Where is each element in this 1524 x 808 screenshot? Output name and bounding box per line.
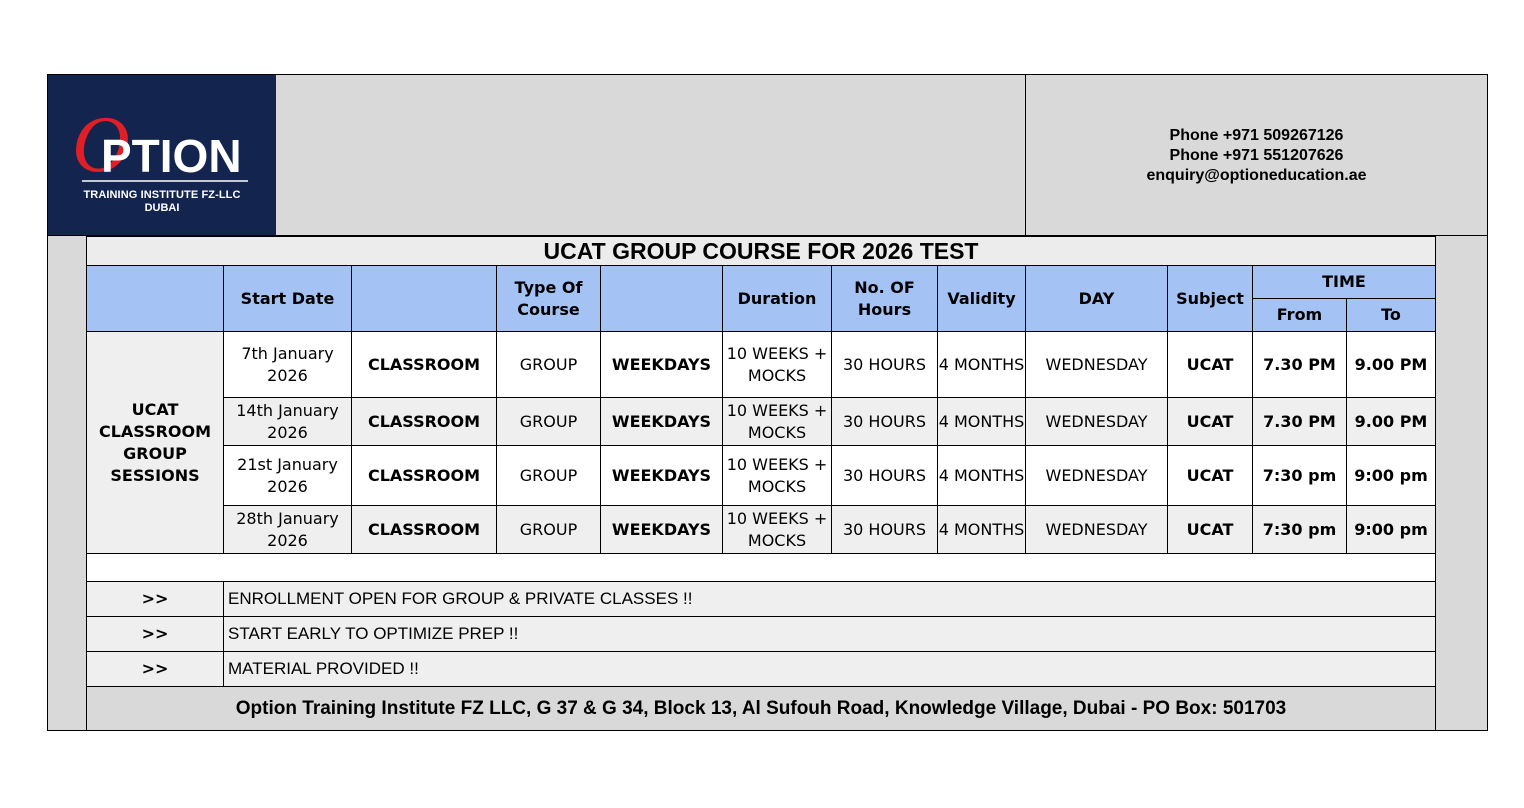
time-from-cell: 7.30 PM	[1253, 398, 1347, 446]
group-label: UCAT CLASSROOM GROUP SESSIONS	[87, 332, 224, 554]
contact-info	[1026, 126, 1487, 186]
header-day: DAY	[1026, 266, 1168, 332]
note-row	[87, 652, 1436, 687]
logo-wordmark: PTION	[101, 130, 242, 182]
title-row	[87, 237, 1436, 266]
subject-cell: UCAT	[1168, 332, 1253, 398]
mode-cell: CLASSROOM	[352, 446, 497, 506]
day-cell: WEDNESDAY	[1026, 446, 1168, 506]
days-cell: WEEKDAYS	[601, 446, 723, 506]
email-link[interactable]: enquiry@optioneducation.ae	[1146, 167, 1367, 184]
course-title: UCAT GROUP COURSE FOR 2026 TEST	[87, 237, 1436, 266]
duration-cell: 10 WEEKS + MOCKS	[723, 398, 832, 446]
table-row	[87, 398, 1436, 446]
logo-letter-o: O	[72, 101, 130, 189]
note-text: START EARLY TO OPTIMIZE PREP !!	[224, 617, 1436, 652]
table-row	[87, 446, 1436, 506]
header-blank-2	[352, 266, 497, 332]
duration-cell: 10 WEEKS + MOCKS	[723, 446, 832, 506]
duration-cell: 10 WEEKS + MOCKS	[723, 332, 832, 398]
spacer-row	[87, 554, 1436, 582]
contact-panel	[1025, 75, 1487, 235]
header-type-of-course: Type Of Course	[497, 266, 601, 332]
type-cell: GROUP	[497, 332, 601, 398]
header-from: From	[1253, 299, 1347, 332]
time-to-cell: 9:00 pm	[1347, 506, 1436, 554]
validity-cell: 4 MONTHS	[938, 446, 1026, 506]
hours-cell: 30 HOURS	[832, 398, 938, 446]
time-from-cell: 7:30 pm	[1253, 506, 1347, 554]
header-validity: Validity	[938, 266, 1026, 332]
duration-cell: 10 WEEKS + MOCKS	[723, 506, 832, 554]
note-marker: >>	[87, 652, 224, 687]
start-date-cell: 21st January 2026	[224, 446, 352, 506]
footer-row	[87, 687, 1436, 731]
days-cell: WEEKDAYS	[601, 398, 723, 446]
subject-cell: UCAT	[1168, 398, 1253, 446]
validity-cell: 4 MONTHS	[938, 506, 1026, 554]
days-cell: WEEKDAYS	[601, 506, 723, 554]
header-time: TIME	[1253, 266, 1436, 299]
type-cell: GROUP	[497, 446, 601, 506]
validity-cell: 4 MONTHS	[938, 332, 1026, 398]
phone-1[interactable]: Phone +971 509267126	[1169, 127, 1344, 144]
subject-cell: UCAT	[1168, 446, 1253, 506]
start-date-cell: 7th January 2026	[224, 332, 352, 398]
validity-cell: 4 MONTHS	[938, 398, 1026, 446]
footer-address: Option Training Institute FZ LLC, G 37 & G 34, Block 13, Al Sufouh Road, Knowledge Village, Dubai - PO Box: 501703	[87, 687, 1436, 731]
note-text: ENROLLMENT OPEN FOR GROUP & PRIVATE CLASSES !!	[224, 582, 1436, 617]
header-to: To	[1347, 299, 1436, 332]
time-from-cell: 7.30 PM	[1253, 332, 1347, 398]
phone-2[interactable]: Phone +971 551207626	[1169, 147, 1344, 164]
hours-cell: 30 HOURS	[832, 446, 938, 506]
note-row	[87, 617, 1436, 652]
hours-cell: 30 HOURS	[832, 332, 938, 398]
header-row-1	[87, 266, 1436, 299]
day-cell: WEDNESDAY	[1026, 398, 1168, 446]
header-blank-1	[87, 266, 224, 332]
header-hours: No. OF Hours	[832, 266, 938, 332]
mode-cell: CLASSROOM	[352, 332, 497, 398]
mode-cell: CLASSROOM	[352, 506, 497, 554]
note-text: MATERIAL PROVIDED !!	[224, 652, 1436, 687]
type-cell: GROUP	[497, 506, 601, 554]
header-start-date: Start Date	[224, 266, 352, 332]
mode-cell: CLASSROOM	[352, 398, 497, 446]
table-row	[87, 332, 1436, 398]
header-blank-3	[601, 266, 723, 332]
hours-cell: 30 HOURS	[832, 506, 938, 554]
header-duration: Duration	[723, 266, 832, 332]
time-to-cell: 9:00 pm	[1347, 446, 1436, 506]
course-sheet	[47, 74, 1488, 731]
table-row	[87, 506, 1436, 554]
day-cell: WEDNESDAY	[1026, 332, 1168, 398]
start-date-cell: 14th January 2026	[224, 398, 352, 446]
type-cell: GROUP	[497, 398, 601, 446]
subject-cell: UCAT	[1168, 506, 1253, 554]
logo-tagline: TRAINING INSTITUTE FZ-LLC	[83, 189, 241, 201]
option-logo	[48, 75, 276, 235]
note-marker: >>	[87, 582, 224, 617]
time-from-cell: 7:30 pm	[1253, 446, 1347, 506]
note-marker: >>	[87, 617, 224, 652]
note-row	[87, 582, 1436, 617]
logo-city: DUBAI	[144, 202, 180, 214]
days-cell: WEEKDAYS	[601, 332, 723, 398]
header-subject: Subject	[1168, 266, 1253, 332]
day-cell: WEDNESDAY	[1026, 506, 1168, 554]
time-to-cell: 9.00 PM	[1347, 398, 1436, 446]
time-to-cell: 9.00 PM	[1347, 332, 1436, 398]
start-date-cell: 28th January 2026	[224, 506, 352, 554]
schedule-table	[86, 236, 1436, 731]
header-spacer	[276, 75, 1025, 235]
spacer-cell	[87, 554, 1436, 582]
